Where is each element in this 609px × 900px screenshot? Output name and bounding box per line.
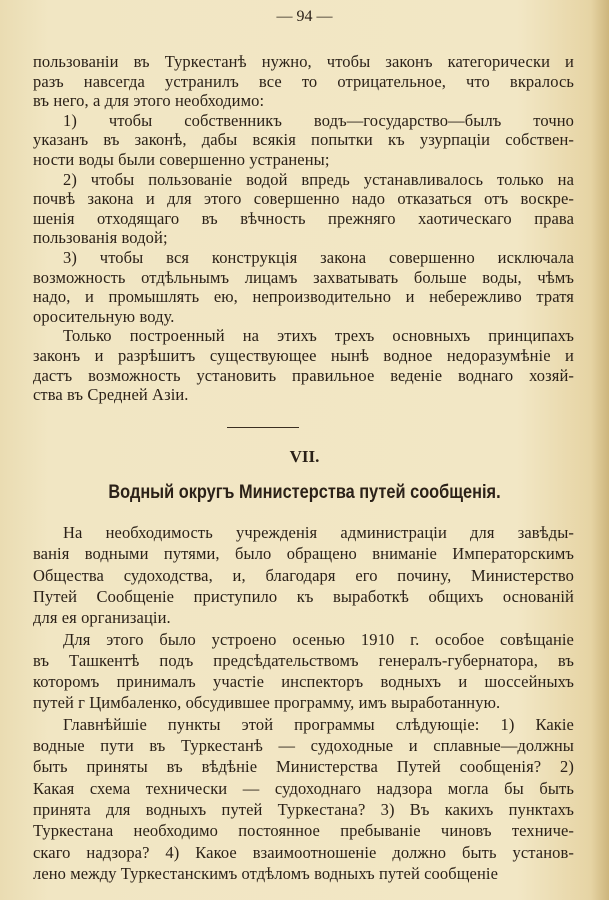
text-line: законъ и разрѣшитъ существующее нынѣ водное недоразумѣніе и (33, 346, 574, 365)
page-number: — 94 — (276, 8, 333, 25)
text-line: въ Ташкентѣ подъ предсѣдательствомъ генералъ-губернатора, въ (33, 651, 574, 670)
text-line: 3) чтобы вся конструкція закона совершенно исключала (63, 248, 574, 267)
text-line: ности воды были совершенно устранены; (33, 150, 330, 169)
section-number: VII. (289, 447, 320, 466)
text-line: въ него, а для этого необходимо: (33, 91, 265, 110)
text-line: Общества судоходства, и, благодаря его почину, Министерство (33, 566, 574, 585)
text-line: Для этого было устроено осенью 1910 г. особое совѣщаніе (63, 630, 574, 649)
text-line: надо, и промышлять ею, непроизводительно и небережливо тратя (33, 287, 574, 306)
text-line: почвѣ закона и для этого совершенно надо отказаться отъ воскре- (33, 189, 574, 208)
text-line: оросительную воду. (33, 307, 175, 326)
text-line: путей г Цимбаленко, обсудившее программу, имъ выработанную. (33, 693, 501, 712)
text-line: водные пути въ Туркестанѣ — судоходные и сплавные—должны (33, 736, 574, 755)
text-line: Туркестана необходимо постоянное пребываніе чиновъ техниче- (33, 821, 574, 840)
text-line: лено между Туркестанскимъ отдѣломъ водныхъ путей сообщеніе (33, 864, 498, 883)
text-line: Какая схема технически — судоходнаго надзора могла бы быть (33, 779, 574, 798)
text-line: разъ навсегда устранилъ все то отрицательное, что вкралось (33, 72, 574, 91)
text-line: 2) чтобы пользованіе водой впредь устанавливалось только на (63, 170, 574, 189)
text-line: На необходимость учрежденія администраціи для завѣды- (63, 523, 574, 542)
section-title: Водный округъ Министерства путей сообщенія. (108, 482, 501, 503)
text-line: возможность отдѣльнымъ лицамъ захватывать больше воды, чѣмъ (33, 268, 574, 287)
text-line: быть приняты въ вѣдѣніе Министерства Путей сообщенія? 2) (33, 757, 574, 776)
text-line: указанъ въ законѣ, дабы всякія попытки къ узурпаціи собствен- (33, 130, 574, 149)
text-line: пользованія водой; (33, 228, 168, 247)
text-line: ства въ Средней Азіи. (33, 385, 189, 404)
text-line: для ея организаціи. (33, 608, 171, 627)
text-line: Только построенный на этихъ трехъ основныхъ принципахъ (63, 326, 574, 345)
text-line: дастъ возможность установить правильное веденіе воднаго хозяй- (33, 366, 574, 385)
text-line: Главнѣйшіе пункты этой программы слѣдующіе: 1) Какіе (63, 715, 574, 734)
text-line: Путей Сообщеніе приступило къ выработкѣ общихъ основаній (33, 587, 574, 606)
text-line: принята для водныхъ путей Туркестана? 3) Въ какихъ пунктахъ (33, 800, 574, 819)
text-line: пользованіи въ Туркестанѣ нужно, чтобы законъ категорически и (33, 52, 574, 71)
text-line: 1) чтобы собственникъ водъ—государство—былъ точно (63, 111, 574, 130)
text-line: ванія водными путями, было обращено вниманіе Императорскимъ (33, 544, 574, 563)
text-line: которомъ принималъ участіе инспекторъ водныхъ и шоссейныхъ (33, 672, 574, 691)
section-divider (227, 427, 299, 428)
text-line: скаго надзора? 4) Какое взаимоотношеніе должно быть установ- (33, 843, 574, 862)
text-line: шенія отходящаго въ вѣчность прежняго хаотическаго права (33, 209, 574, 228)
